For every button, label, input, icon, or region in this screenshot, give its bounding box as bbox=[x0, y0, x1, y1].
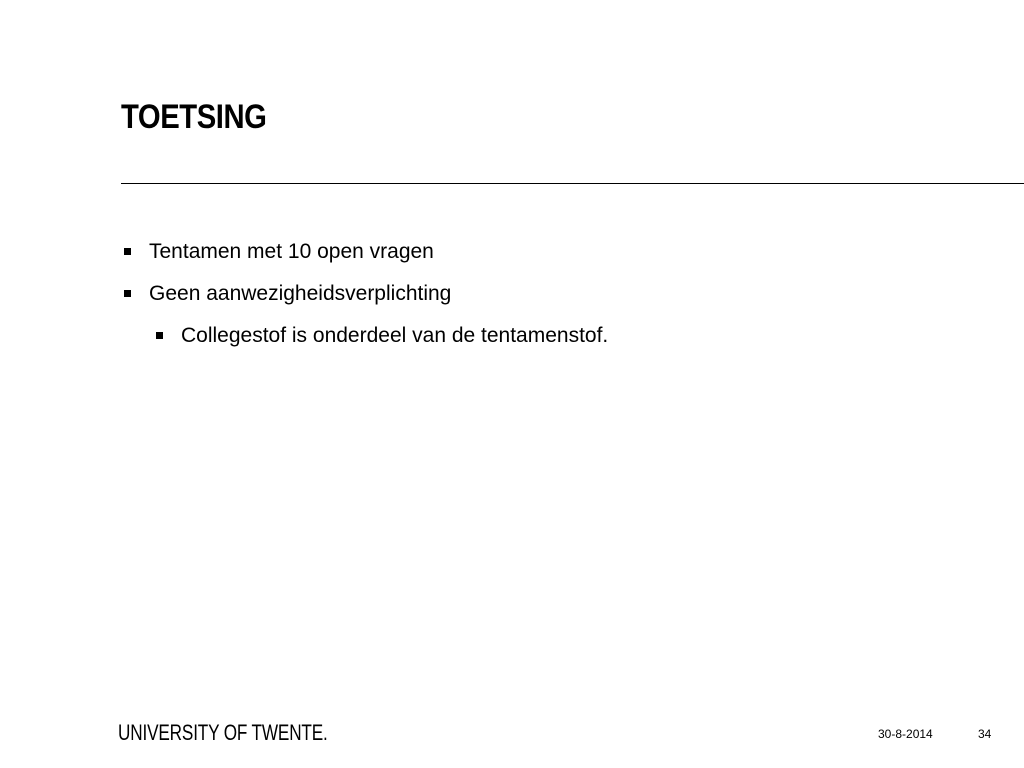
bullet-text: Collegestof is onderdeel van de tentamenstof. bbox=[181, 324, 609, 347]
square-bullet-icon bbox=[124, 248, 131, 255]
footer-date: 30-8-2014 bbox=[878, 727, 933, 741]
bullet-text: Geen aanwezigheidsverplichting bbox=[149, 282, 452, 305]
square-bullet-icon bbox=[156, 332, 163, 339]
title-divider bbox=[121, 183, 1024, 184]
bullet-item bbox=[121, 280, 1001, 322]
sub-bullet-item bbox=[121, 322, 1001, 364]
bullet-text: Tentamen met 10 open vragen bbox=[149, 240, 434, 263]
bullet-item bbox=[121, 238, 1001, 280]
square-bullet-icon bbox=[124, 290, 131, 297]
slide-title: TOETSING bbox=[121, 98, 267, 136]
bullet-list bbox=[121, 238, 1001, 364]
page-number: 34 bbox=[978, 727, 992, 741]
university-logo: UNIVERSITY OF TWENTE. bbox=[118, 720, 328, 745]
